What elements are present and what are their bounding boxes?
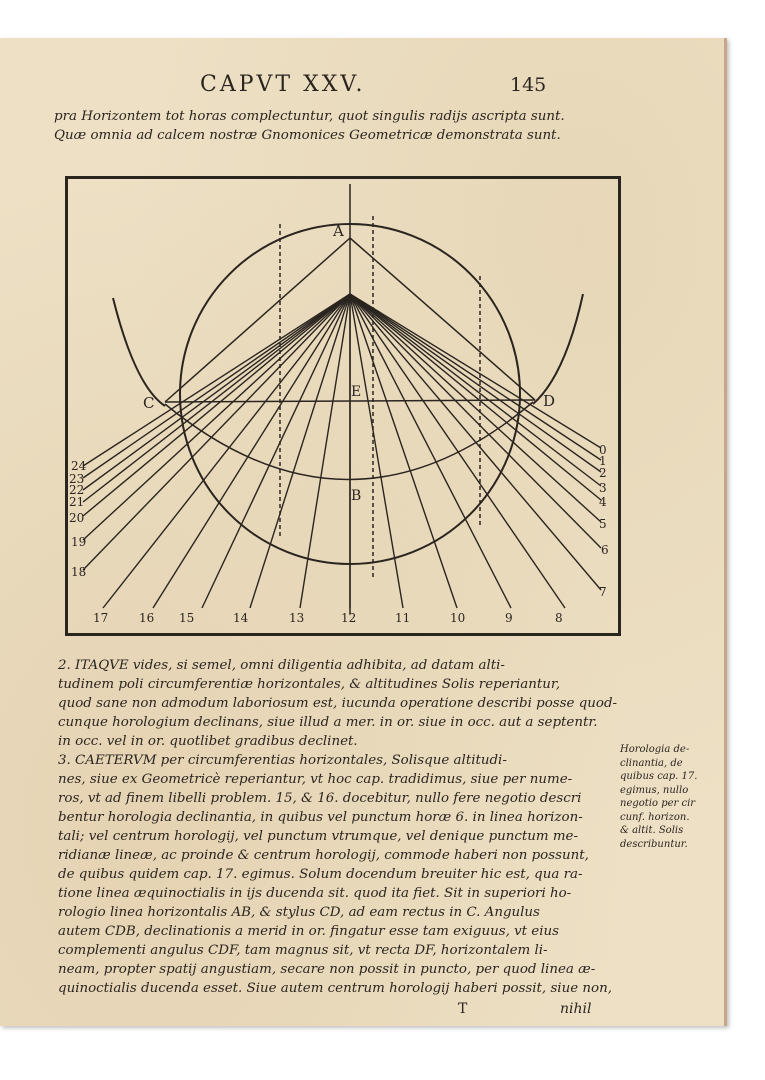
hour-ray-20 — [83, 294, 350, 516]
page-number: 145 — [510, 74, 547, 96]
running-head: CAPVT XXV. — [200, 72, 366, 97]
hour-label-3: 3 — [599, 481, 607, 495]
hour-ray-9 — [350, 294, 511, 608]
hour-label-7: 7 — [599, 585, 607, 599]
text-line: quod sane non admodum laboriosum est, iucunda operatione describi posse quod- — [58, 696, 618, 711]
hour-label-14: 14 — [233, 611, 249, 625]
hour-label-22: 22 — [69, 483, 85, 497]
hour-ray-14 — [250, 294, 350, 608]
hour-label-10: 10 — [450, 611, 466, 625]
text-line: quinoctialis ducenda esset. Siue autem centrum horologij haberi possit, siue non, — [58, 981, 612, 996]
hour-ray-1 — [350, 294, 601, 460]
marginal-note: Horologia de- clinantia, de quibus cap. 17. egimus, nullo negotio per cir cunf. horizon. & altit. Solis describuntur. — [620, 744, 698, 850]
hour-label-15: 15 — [179, 611, 195, 625]
text-line: ros, vt ad finem libelli problem. 15, & 16. docebitur, nullo fere negotio descri — [58, 791, 582, 806]
hour-ray-0 — [350, 294, 601, 448]
text-line: rologio linea horizontalis AB, & stylus CD, ad eam rectus in C. Angulus — [58, 905, 540, 920]
text-line: tali; vel centrum horologij, vel punctum vtrumque, vel denique punctum me- — [58, 829, 578, 844]
label-c: C — [143, 394, 155, 412]
hour-ray-23 — [83, 294, 350, 478]
text-line: de quibus quidem cap. 17. egimus. Solum docendum breuiter hic est, qua ra- — [58, 867, 583, 882]
hour-rays — [83, 294, 601, 608]
hour-label-8: 8 — [555, 611, 563, 625]
page-header — [0, 72, 724, 102]
catchword: nihil — [560, 1001, 592, 1017]
hour-label-19: 19 — [71, 535, 87, 549]
hour-label-17: 17 — [93, 611, 109, 625]
signature-mark: T — [458, 1001, 468, 1017]
hour-label-6: 6 — [601, 543, 609, 557]
label-b: B — [351, 488, 362, 504]
hour-ray-2 — [350, 294, 601, 472]
hour-label-23: 23 — [69, 472, 85, 486]
hour-label-4: 4 — [599, 495, 607, 509]
text-line: complementi angulus CDF, tam magnus sit, vt recta DF, horizontalem li- — [58, 943, 548, 958]
hour-label-9: 9 — [505, 611, 513, 625]
text-line: ridianæ lineæ, ac proinde & centrum horologij, commode haberi non possunt, — [58, 848, 589, 863]
hour-ray-11 — [350, 294, 403, 608]
text-line: autem CDB, declinationis a merid in or. fingatur esse tam exiguus, vt eius — [58, 924, 559, 939]
sundial-figure — [65, 176, 621, 636]
text-line: Quæ omnia ad calcem nostræ Gnomonices Geometricæ demonstrata sunt. — [54, 128, 561, 143]
hour-label-1: 1 — [599, 454, 607, 468]
hour-label-5: 5 — [599, 517, 607, 531]
text-line: 3. CAETERVM per circumferentias horizontales, Solisque altitudi- — [58, 753, 507, 768]
text-line: cunque horologium declinans, siue illud a mer. in or. siue in occ. aut a septentr. — [58, 715, 598, 730]
hour-label-0: 0 — [599, 443, 607, 457]
right-arc — [533, 294, 583, 404]
hour-label-21: 21 — [69, 495, 85, 509]
hour-label-11: 11 — [395, 611, 411, 625]
hour-ray-22 — [83, 294, 350, 490]
hour-label-12: 12 — [341, 611, 357, 625]
hour-labels — [69, 443, 609, 625]
text-line: neam, propter spatij angustiam, secare non possit in puncto, per quod linea æ- — [58, 962, 596, 977]
hour-ray-4 — [350, 294, 601, 500]
hour-ray-13 — [300, 294, 350, 608]
text-line: bentur horologia declinantia, in quibus vel punctum horæ 6. in linea horizon- — [58, 810, 583, 825]
hour-ray-21 — [83, 294, 350, 502]
label-d: D — [543, 392, 556, 410]
hour-label-24: 24 — [71, 459, 87, 473]
hour-label-18: 18 — [71, 565, 87, 579]
hour-label-13: 13 — [289, 611, 305, 625]
hour-ray-10 — [350, 294, 457, 608]
hour-label-2: 2 — [599, 466, 607, 480]
hour-ray-3 — [350, 294, 601, 486]
text-line: tudinem poli circumferentiæ horizontales, & altitudines Solis reperiantur, — [58, 677, 561, 692]
text-line: pra Horizontem tot horas complectuntur, quot singulis radijs ascripta sunt. — [54, 109, 565, 124]
text-line: 2. ITAQVE vides, si semel, omni diligentia adhibita, ad datam alti- — [58, 658, 505, 673]
label-e: E — [351, 384, 362, 400]
hour-ray-7 — [350, 294, 601, 590]
hour-ray-5 — [350, 294, 601, 522]
text-line: nes, siue ex Geometricè reperiantur, vt hoc cap. tradidimus, siue per nume- — [58, 772, 573, 787]
text-line: tione linea æquinoctialis in ijs ducenda sit. quod ita fiet. Sit in superiori ho- — [58, 886, 572, 901]
label-a: A — [333, 222, 344, 240]
hour-label-16: 16 — [139, 611, 155, 625]
text-line: in occ. vel in or. quotlibet gradibus declinet. — [58, 734, 358, 749]
hour-label-20: 20 — [69, 511, 85, 525]
left-arc — [113, 298, 165, 406]
